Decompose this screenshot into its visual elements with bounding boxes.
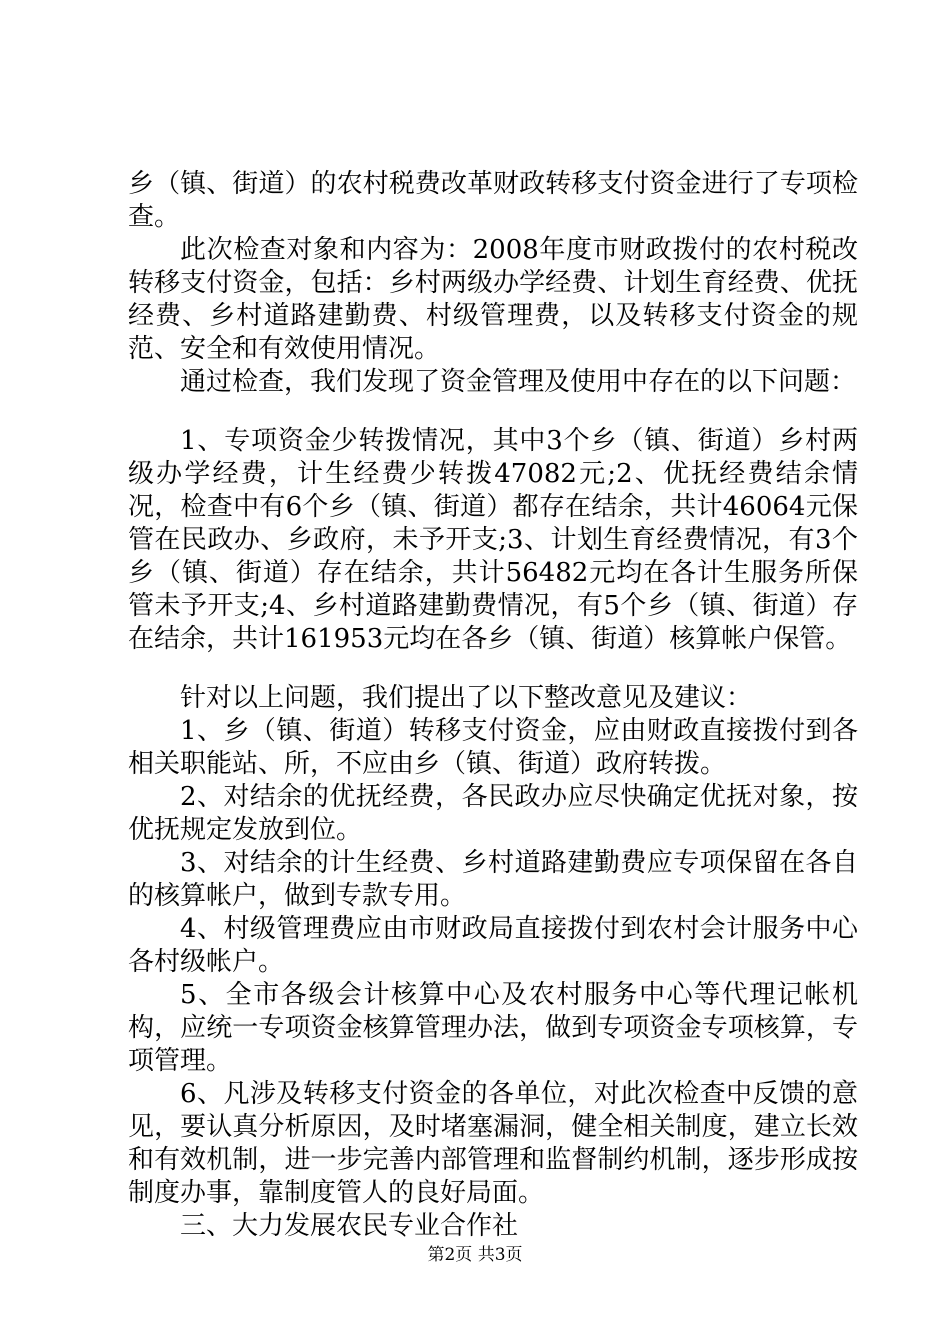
- page-number-footer: 第2页 共3页: [427, 1245, 523, 1265]
- paragraph-gap: [128, 656, 858, 682]
- paragraph-scope: 此次检查对象和内容为：2008年度市财政拨付的农村税改转移支付资金，包括：乡村两级办学经费、计划生育经费、优抚经费、乡村道路建勤费、村级管理费，以及转移支付资金的规范、安全和有效使用情况。: [128, 235, 858, 364]
- paragraph-gap: [128, 399, 858, 425]
- section-heading: 三、大力发展农民专业合作社: [180, 1211, 519, 1241]
- paragraph-continuation: 乡（镇、街道）的农村税费改革财政转移支付资金进行了专项检查。: [128, 169, 858, 232]
- paragraph-findings-list: 1、专项资金少转拨情况，其中3个乡（镇、街道）乡村两级办学经费，计生经费少转拨47082元;2、优抚经费结余情况，检查中有6个乡（镇、街道）都存在结余，共计46064元保管在民政办、乡政府，未予开支;3、计划生育经费情况，有3个乡（镇、街道）存在结余，共计56482元均在各计生服务所保管未予开支;4、乡村道路建勤费情况，有5个乡（镇、街道）存在结余，共计161953元均在各乡（镇、街道）核算帐户保管。: [128, 426, 858, 654]
- suggestion-item-1: 1、乡（镇、街道）转移支付资金，应由财政直接拨付到各相关职能站、所，不应由乡（镇、街道）政府转拨。: [128, 716, 858, 779]
- document-body: [128, 168, 858, 1243]
- suggestion-item-4: 4、村级管理费应由市财政局直接拨付到农村会计服务中心各村级帐户。: [128, 914, 858, 977]
- paragraph-suggestions-intro: 针对以上问题，我们提出了以下整改意见及建议：: [180, 683, 753, 713]
- suggestion-item-2: 2、对结余的优抚经费，各民政办应尽快确定优抚对象，按优抚规定发放到位。: [128, 782, 858, 845]
- suggestion-item-3: 3、对结余的计生经费、乡村道路建勤费应专项保留在各自的核算帐户，做到专款专用。: [128, 848, 858, 911]
- paragraph-findings-intro: 通过检查，我们发现了资金管理及使用中存在的以下问题：: [180, 367, 857, 397]
- suggestion-item-5: 5、全市各级会计核算中心及农村服务中心等代理记帐机构，应统一专项资金核算管理办法，做到专项资金专项核算，专项管理。: [128, 980, 858, 1076]
- suggestion-item-6: 6、凡涉及转移支付资金的各单位，对此次检查中反馈的意见，要认真分析原因，及时堵塞漏洞，健全相关制度，建立长效和有效机制，进一步完善内部管理和监督制约机制，逐步形成按制度办事，靠制度管人的良好局面。: [128, 1079, 858, 1208]
